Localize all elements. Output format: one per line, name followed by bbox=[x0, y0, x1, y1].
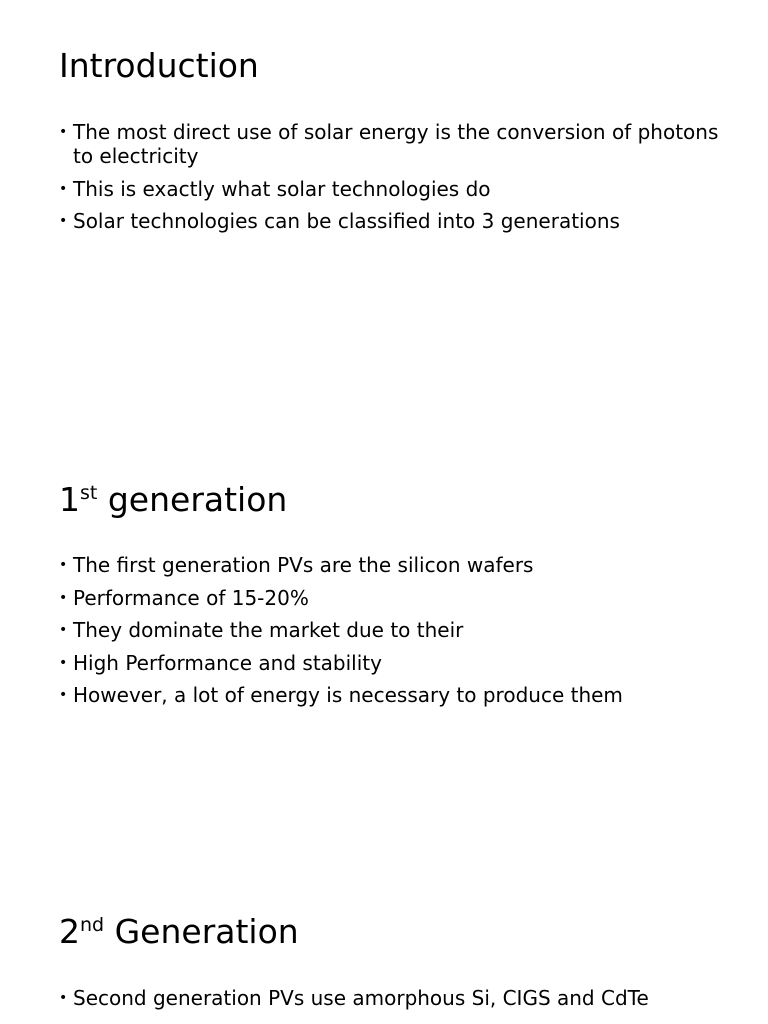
bullet-icon: • bbox=[59, 990, 68, 1006]
title-number: 1 bbox=[59, 480, 80, 519]
bullet-icon: • bbox=[59, 687, 68, 703]
bullet-text: Solar technologies can be classified into 3 generations bbox=[73, 209, 620, 233]
bullet-text: Second generation PVs use amorphous Si, CIGS and CdTe bbox=[73, 986, 649, 1010]
slide-title bbox=[59, 480, 288, 519]
bullet-item bbox=[59, 618, 728, 642]
bullet-item bbox=[59, 586, 728, 610]
bullet-icon: • bbox=[59, 213, 68, 229]
bullet-item bbox=[59, 177, 728, 201]
bullet-icon: • bbox=[59, 589, 68, 606]
bullet-item bbox=[59, 651, 728, 675]
bullet-item bbox=[59, 553, 728, 577]
title-number: 2 bbox=[59, 912, 80, 951]
bullet-list bbox=[59, 120, 728, 242]
bullet-item bbox=[59, 120, 728, 168]
slide-introduction bbox=[0, 0, 768, 433]
title-ordinal-suffix: nd bbox=[80, 914, 105, 936]
slide-first-generation bbox=[0, 433, 768, 866]
bullet-list bbox=[59, 986, 728, 1019]
slide-title: Introduction bbox=[59, 46, 259, 85]
bullet-list bbox=[59, 553, 728, 716]
bullet-item bbox=[59, 683, 728, 707]
slide-title bbox=[59, 912, 299, 951]
bullet-text: They dominate the market due to their bbox=[73, 618, 464, 642]
bullet-icon: • bbox=[59, 180, 68, 197]
title-text: Generation bbox=[104, 912, 299, 951]
bullet-icon: • bbox=[59, 654, 68, 671]
bullet-icon: • bbox=[59, 622, 68, 638]
title-ordinal-suffix: st bbox=[80, 482, 98, 504]
bullet-text: The first generation PVs are the silicon wafers bbox=[73, 553, 534, 577]
bullet-icon: • bbox=[59, 124, 68, 140]
bullet-text: However, a lot of energy is necessary to produce them bbox=[73, 683, 623, 707]
bullet-item bbox=[59, 986, 728, 1010]
bullet-text: The most direct use of solar energy is the conversion of photons to electricity bbox=[73, 120, 719, 168]
bullet-item bbox=[59, 209, 728, 233]
title-text: generation bbox=[97, 480, 288, 519]
bullet-icon: • bbox=[59, 557, 68, 573]
slide-second-generation bbox=[0, 866, 768, 1024]
bullet-text: High Performance and stability bbox=[73, 650, 382, 675]
bullet-text: Performance of 15-20% bbox=[73, 585, 309, 610]
bullet-text: This is exactly what solar technologies do bbox=[73, 176, 491, 201]
